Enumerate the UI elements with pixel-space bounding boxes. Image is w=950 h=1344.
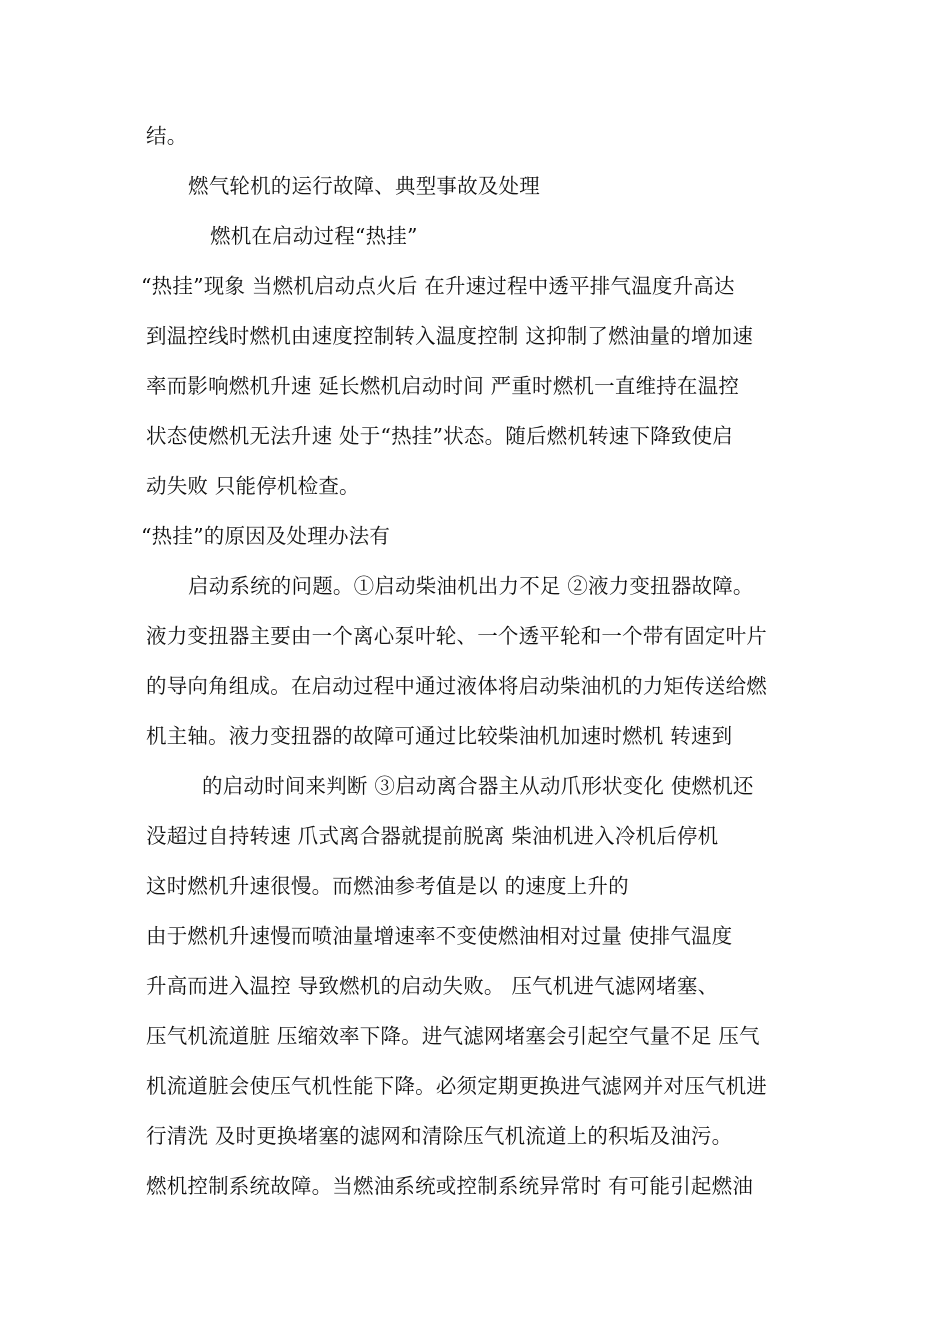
text-line: 行清洗 及时更换堵塞的滤网和清除压气机流道上的积垢及油污。 (146, 1124, 733, 1148)
text-line: 这时燃机升速很慢。而燃油参考值是以 的速度上升的 (146, 874, 629, 898)
subsection-heading: 燃机在启动过程“热挂” (210, 224, 418, 248)
text-line: 由于燃机升速慢而喷油量增速率不变使燃油相对过量 使排气温度 (146, 924, 733, 948)
text-line: 机主轴。液力变扭器的故障可通过比较柴油机加速时燃机 转速到 (146, 724, 733, 748)
text-line: 启动系统的问题。①启动柴油机出力不足 ②液力变扭器故障。 (188, 574, 754, 598)
text-line: 液力变扭器主要由一个离心泵叶轮、一个透平轮和一个带有固定叶片 (146, 624, 767, 648)
text-line: 压气机流道脏 压缩效率下降。进气滤网堵塞会引起空气量不足 压气 (146, 1024, 760, 1048)
text-line: 率而影响燃机升速 延长燃机启动时间 严重时燃机一直维持在温控 (146, 374, 740, 398)
text-line: 状态使燃机无法升速 处于“热挂”状态。随后燃机转速下降致使启 (146, 424, 733, 448)
text-line: 动失败 只能停机检查。 (146, 474, 360, 498)
text-line: “热挂”现象 当燃机启动点火后 在升速过程中透平排气温度升高达 (141, 274, 735, 298)
text-line: 燃机控制系统故障。当燃油系统或控制系统异常时 有可能引起燃油 (146, 1174, 754, 1198)
text-line: 机流道脏会使压气机性能下降。必须定期更换进气滤网并对压气机进 (146, 1074, 767, 1098)
text-line: 的导向角组成。在启动过程中通过液体将启动柴油机的力矩传送给燃 (146, 674, 767, 698)
text-line: “热挂”的原因及处理办法有 (141, 524, 391, 548)
text-line: 到温控线时燃机由速度控制转入温度控制 这抑制了燃油量的增加速 (146, 324, 754, 348)
section-heading: 燃气轮机的运行故障、典型事故及处理 (188, 174, 540, 198)
text-line: 升高而进入温控 导致燃机的启动失败。 压气机进气滤网堵塞、 (146, 974, 719, 998)
text-line: 没超过自持转速 爪式离合器就提前脱离 柴油机进入冷机后停机 (146, 824, 719, 848)
text-line: 结。 (146, 124, 188, 148)
text-line: 的启动时间来判断 ③启动离合器主从动爪形状变化 使燃机还 (202, 774, 754, 798)
